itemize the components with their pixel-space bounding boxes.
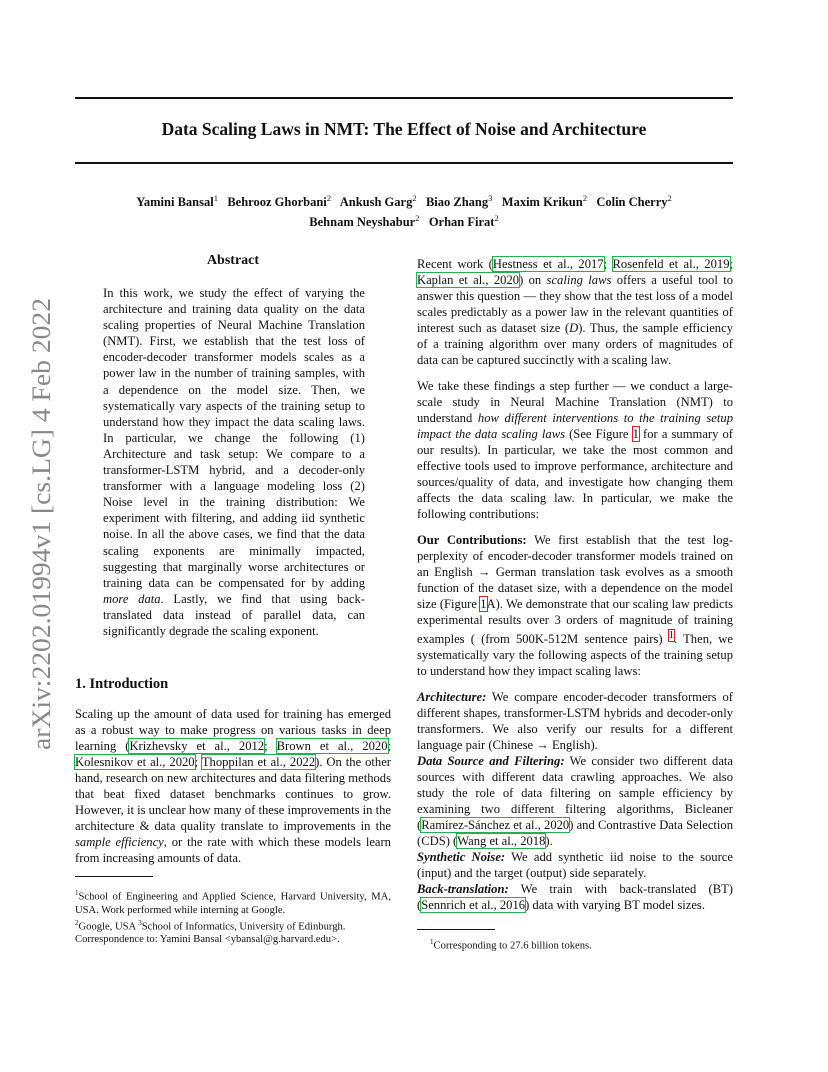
affiliation-footnote: $^1$School of Engineering and Applied Science, Harvard University, MA, USA. Work performed while interning at Google. $^2$Google, USA $^3$School of Informatics, University of Edinburgh. Correspondence to: Yamini Bansal <ybansal@g.harvard.edu>. [75,889,391,946]
figure-link[interactable]: 1 [632,427,639,441]
citation-link[interactable]: Kaplan et al., 2020 [417,273,520,287]
citation-link[interactable]: Sennrich et al., 2016 [421,898,526,913]
citation-link[interactable]: Wang et al., 2018 [457,834,546,849]
paragraph: Our Contributions: We first establish that the test log-perplexity of encoder-decoder transformer models trained on an English → German translation task evolves as a smooth function of the dataset size, with a dependence on the model size (Figure 1A). We demonstrate that our scaling law predicts experimental results over 3 orders of magnitude of training examples ( (from 500K-512M sentence pairs) $^1$. Then, we systematically vary the following aspects of the training setup to understand how they impact scaling laws: [417,533,733,679]
contribution-item: Architecture: We compare encoder-decoder transformers of different shapes, transformer-LSTM hybrids and decoder-only transformers. We also verify our results for a different language pair (Chinese → English). [417,690,733,753]
citation-link[interactable]: Kolesnikov et al., 2020 [75,755,195,769]
citation-link[interactable]: Thoppilan et al., 2022 [201,755,316,769]
arxiv-identifier [19,295,59,755]
author-line-2 [75,210,733,230]
citation-link[interactable]: Ramírez-Sánchez et al., 2020 [421,818,570,833]
paragraph: We take these findings a step further — we conduct a large-scale study in Neural Machine Translation (NMT) to understand how different interventions to the training setup impact the data scaling laws (See Figure 1 for a summary of our results). In particular, we take the most common and effective tools used to improve performance, architecture and sources/quality of data, and investigate how changing them affects the data scaling law. In particular, we make the following contributions: [417,379,734,521]
section-heading-introduction: 1. Introduction [75,676,169,692]
paper-title: Data Scaling Laws in NMT: The Effect of Noise and Architecture [161,119,647,139]
tokens-footnote: $^1$Corresponding to 27.6 billion tokens. [430,938,592,952]
abstract-text: In this work, we study the effect of varying the architecture and training data quality on the data scaling properties of Neural Machine Translation (NMT). First, we establish that the test loss of encoder-decoder transformer models scales as a power law in the number of training samples, with a dependence on the model size. Then, we systematically vary aspects of the training setup to understand how they impact the data scaling laws. In particular, we change the following (1) Architecture and task setup: We compare to a transformer-LSTM hybrid, and a decoder-only transformer with a language modeling loss (2) Noise level in the training distribution: We experiment with filtering, and adding iid synthetic noise. In all the above cases, we find that the data scaling exponents are minimally impacted, suggesting that marginally worse architectures or training data can be compensated for by adding more data. Lastly, we find that using back-translated data instead of parallel data, can significantly degrade the scaling exponent. [103,286,366,638]
author-list [75,190,733,230]
footnote-link[interactable]: 1 [668,630,675,641]
introduction-paragraph: Scaling up the amount of data used for training has emerged as a robust way to make progress on various tasks in deep learning (Krizhevsky et al., 2012; Brown et al., 2020; Kolesnikov et al., 2020; Thoppilan et al., 2022). On the other hand, research on new architectures and data filtering methods that beat fixed dataset benchmarks continues to grow. However, it is unclear how many of these improvements in the architecture & data quality translate to improvements in the sample efficiency, or the rate with which these models learn from increasing amounts of data. [75,707,392,865]
citation-link[interactable]: Hestness et al., 2017 [492,257,604,271]
contribution-item: Back-translation: We train with back-translated (BT) (Sennrich et al., 2016) data with varying BT model sizes. [417,882,733,913]
author: Yamini Bansal$^1$ [136,193,218,210]
citation-link[interactable]: Brown et al., 2020 [276,739,388,753]
figure-link[interactable]: 1 [480,597,487,611]
contribution-item: Synthetic Noise: We add synthetic iid noise to the source (input) and the target (output) side separately. [417,850,733,881]
arxiv-id-text: arXiv:2202.01994v1 [cs.LG] 4 Feb 2022 [26,315,56,750]
title-bottom-rule [75,162,733,164]
author: Maxim Krikun$^2$ [501,193,587,210]
author: Biao Zhang$^3$ [425,193,493,210]
abstract-heading: Abstract [206,253,260,268]
citation-link[interactable]: Rosenfeld et al., 2019 [612,257,730,271]
footnote-rule [75,876,153,877]
author: Behnam Neyshabur$^2$ [309,213,420,230]
footnote-rule [417,929,495,930]
citation-link[interactable]: Krizhevsky et al., 2012 [129,739,265,753]
author: Colin Cherry$^2$ [596,193,672,210]
author: Ankush Garg$^2$ [339,193,417,210]
right-column [417,256,733,913]
author: Behrooz Ghorbani$^2$ [227,193,332,210]
paragraph: Recent work (Hestness et al., 2017; Rosenfeld et al., 2019; Kaplan et al., 2020) on scaling laws offers a useful tool to answer this question — they show that the test loss of a model scales predictably as a power law in the relevant quantities of interest such as dataset size (D). Thus, the sample efficiency of a training algorithm over many orders of magnitudes of data can be captured succinctly with a scaling law. [417,257,733,367]
author-line-1 [75,190,733,210]
author: Orhan Firat$^2$ [428,213,499,230]
title-top-rule [75,97,733,99]
contribution-item: Data Source and Filtering: We consider two different data sources with different data crawling approaches. We also study the role of data filtering on sample efficiency by examining two different filtering algorithms, Bicleaner (Ramírez-Sánchez et al., 2020) and Contrastive Data Selection (CDS) (Wang et al., 2018). [417,754,734,849]
contributions-list [417,689,733,913]
